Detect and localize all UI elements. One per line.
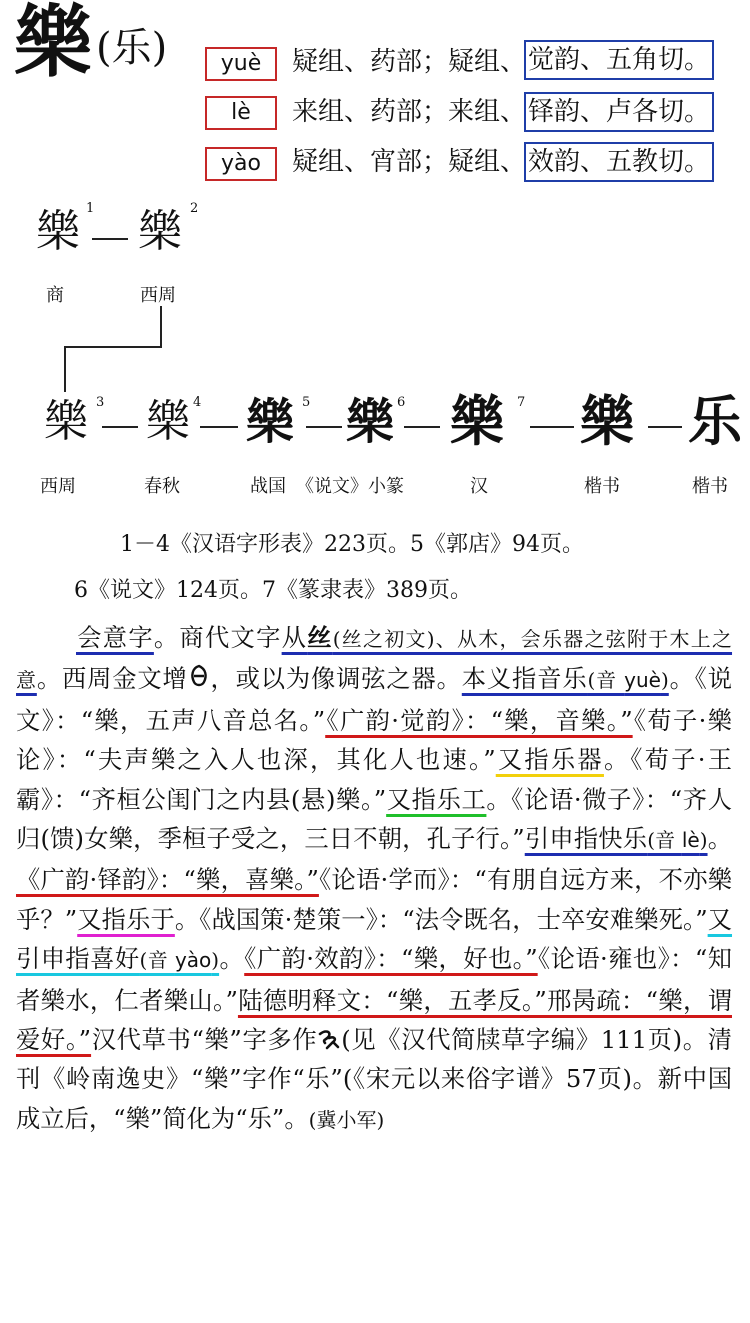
reading-desc-3: 疑组、宵部；疑组、 bbox=[292, 147, 527, 177]
dash-4-5 bbox=[200, 426, 238, 428]
glyph-number-1: 1 bbox=[86, 201, 95, 216]
glyph-2-xizhou: 樂 bbox=[138, 206, 182, 257]
pinyin-box-yao: yào bbox=[205, 147, 277, 181]
highlight-guangyun-xiaoyun: 《广韵·效韵》：“樂，好也。” bbox=[244, 944, 538, 974]
connector-vertical-left bbox=[64, 346, 66, 392]
glyph-number-6: 6 bbox=[397, 395, 406, 410]
reading-desc-2: 来组、药部；来组、 bbox=[292, 97, 527, 127]
pinyin-box-yue: yuè bbox=[205, 47, 277, 81]
sources-line-1: 1－4《汉语字形表》223页。5《郭店》94页。 bbox=[120, 532, 584, 557]
text-lunyu-weizi: 。《论语·微子》：“齐人归(馈)女樂，季桓子受之，三日不朝，孔子行。” bbox=[16, 784, 733, 854]
glyph-number-4: 4 bbox=[193, 395, 202, 410]
glyph-6-xiaozhuan: 樂 bbox=[346, 394, 395, 450]
era-label-kaishu-2: 楷书 bbox=[692, 476, 728, 497]
author-credit: (冀小军) bbox=[308, 1107, 385, 1132]
glyph-kaishu-simplified: 乐 bbox=[688, 389, 742, 453]
text-later-history: (见《汉代简牍草字编》111页)。清刊《岭南逸史》“樂”字作“乐”(《宋元以来俗字谱》57页)。新中国成立后，“樂”简化为“乐”。 bbox=[16, 1025, 732, 1133]
highlight-kuaile: 引申指快乐(音 lè) bbox=[524, 824, 708, 854]
ancient-glyph-icon bbox=[188, 664, 210, 690]
text-xunzi-wangba: 。《荀子·王霸》：“齐桓公闺门之内县(悬)樂。” bbox=[16, 745, 733, 814]
era-label-xizhou-2: 西周 bbox=[40, 476, 76, 497]
glyph-number-7: 7 bbox=[517, 395, 526, 410]
highlight-lu-deming: 陆德明释文：“樂，五孝反。”邢昺疏：“樂，谓爱好。” bbox=[16, 985, 732, 1055]
highlight-guangyun-jueyun: 《广韵·觉韵》：“樂，音樂。” bbox=[325, 705, 633, 735]
text-xunzi-yuelun: 《荀子·樂论》：“夫声樂之入人也深，其化人也速。” bbox=[16, 705, 732, 775]
text-xizhou-jinwen: 。西周金文增 bbox=[36, 664, 188, 694]
entry-paragraph bbox=[16, 618, 732, 1140]
text-zhanguoce: 。《战国策·楚策一》：“法令既名，士卒安难樂死。” bbox=[174, 904, 708, 934]
era-label-chunqiu: 春秋 bbox=[144, 476, 180, 497]
text-lunyu-yongye: 《论语·雍也》：“知者樂水，仁者樂山。” bbox=[16, 944, 733, 1015]
glyph-kaishu-traditional: 樂 bbox=[580, 389, 634, 453]
dash-1-2 bbox=[92, 238, 128, 240]
dash-7-8 bbox=[530, 426, 574, 428]
text-shangdai: 。商代文字 bbox=[153, 623, 282, 652]
era-label-han: 汉 bbox=[470, 476, 488, 497]
connector-vertical-right bbox=[160, 306, 162, 348]
text-lunyu-xueer: 《论语·学而》：“有朋自远方来，不亦樂乎？” bbox=[16, 865, 733, 934]
highlight-yuegong: 又指乐工 bbox=[386, 784, 487, 814]
dash-8-9 bbox=[648, 426, 682, 428]
text-han-caoshu: 汉代草书“樂”字多作 bbox=[91, 1025, 318, 1055]
dash-5-6 bbox=[306, 426, 342, 428]
glyph-1-shang: 樂 bbox=[36, 206, 80, 257]
text-period-2: 。 bbox=[219, 944, 245, 974]
entry-body bbox=[16, 618, 732, 1140]
dash-3-4 bbox=[102, 426, 138, 428]
highlight-form-explanation: 从丝(丝之初文)、从木，会乐器之弦附于木上之意 bbox=[16, 623, 733, 693]
glyph-4-chunqiu: 樂 bbox=[146, 396, 190, 447]
fanqie-box-3: 效韵、五教切。 bbox=[524, 142, 714, 182]
dash-6-7 bbox=[404, 426, 440, 428]
fanqie-box-2: 铎韵、卢各切。 bbox=[524, 92, 714, 132]
cursive-glyph-icon bbox=[317, 1027, 341, 1051]
pinyin-box-le: lè bbox=[205, 96, 277, 130]
highlight-leyu: 又指乐于 bbox=[77, 904, 175, 934]
glyph-number-2: 2 bbox=[190, 201, 199, 216]
sources-line-2: 6《说文》124页。7《篆隶表》389页。 bbox=[74, 578, 472, 603]
reading-desc-1: 疑组、药部；疑组、 bbox=[292, 47, 527, 77]
era-label-xiaozhuan: 《说文》小篆 bbox=[296, 476, 404, 497]
era-label-kaishu-1: 楷书 bbox=[584, 476, 620, 497]
highlight-xihao: 又引申指喜好(音 yào) bbox=[16, 904, 733, 974]
glyph-number-5: 5 bbox=[302, 395, 311, 410]
term-huiyizi: 会意字 bbox=[76, 623, 154, 652]
glyph-7-han: 樂 bbox=[450, 389, 504, 453]
connector-horizontal bbox=[64, 346, 162, 348]
highlight-benyi: 本义指音乐(音 yuè) bbox=[461, 664, 669, 694]
glyph-3-xizhou: 樂 bbox=[44, 396, 88, 447]
text-shuowen-quote: 。《说文》：“樂，五声八音总名。” bbox=[16, 664, 733, 735]
era-label-xizhou-1: 西周 bbox=[140, 285, 176, 306]
fanqie-box-1: 觉韵、五角切。 bbox=[524, 40, 714, 80]
glyph-number-3: 3 bbox=[96, 395, 105, 410]
era-label-zhanguo: 战国 bbox=[250, 476, 286, 497]
era-label-shang: 商 bbox=[46, 285, 64, 306]
highlight-guangyun-duoyun: 《广韵·铎韵》：“樂，喜樂。” bbox=[16, 865, 319, 895]
simplified-character: (乐) bbox=[96, 25, 168, 71]
highlight-yueqi: 又指乐器 bbox=[495, 745, 604, 775]
glyph-5-zhanguo: 樂 bbox=[246, 394, 295, 450]
text-tiaoxian: ，或以为像调弦之器。 bbox=[209, 664, 462, 694]
text-period-1: 。 bbox=[707, 824, 733, 854]
head-character: 樂 bbox=[14, 0, 91, 88]
